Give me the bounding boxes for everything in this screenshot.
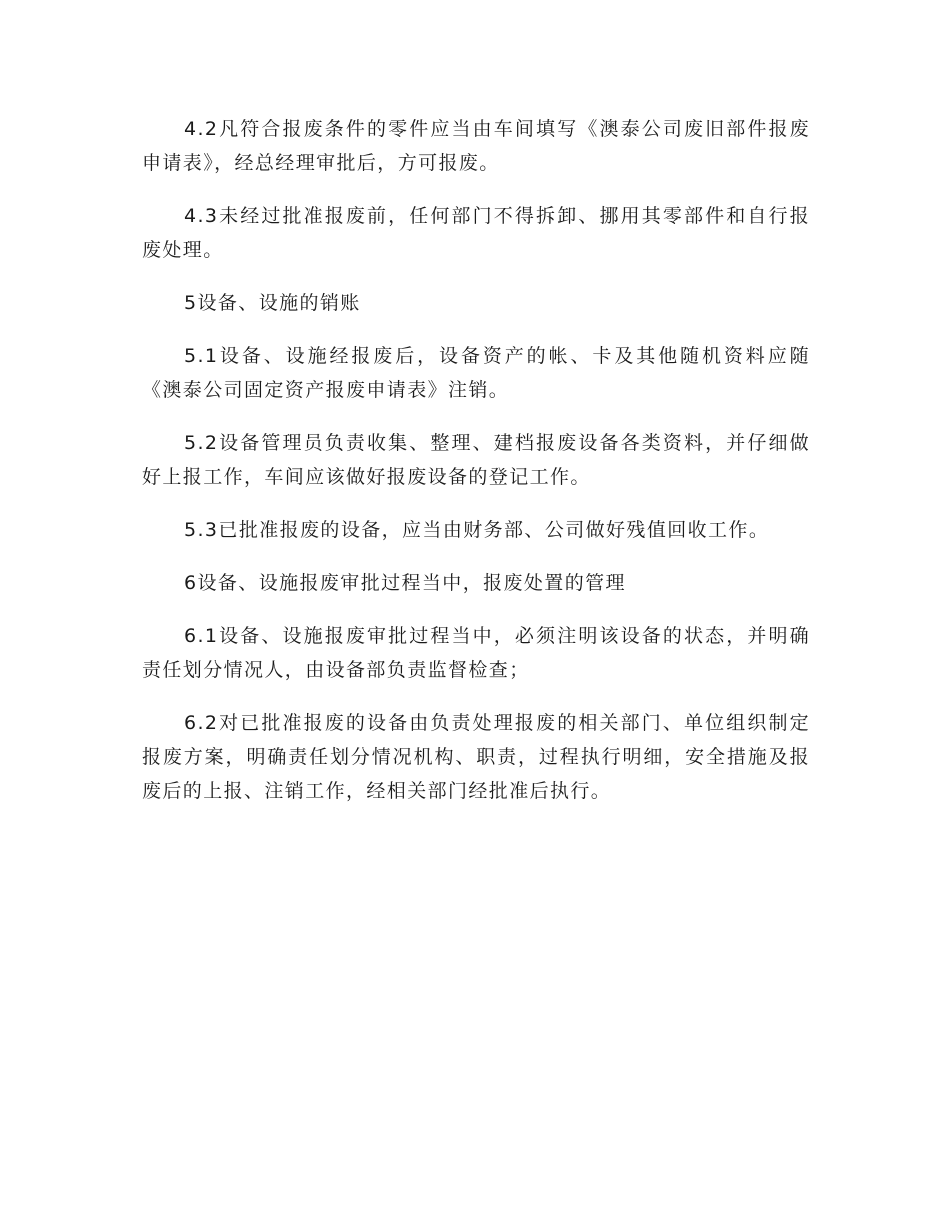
paragraph-6-2: 6.2对已批准报废的设备由负责处理报废的相关部门、单位组织制定报废方案，明确责任划分情况机构、职责，过程执行明细，安全措施及报废后的上报、注销工作，经相关部门经批准后执行。 <box>142 712 810 802</box>
section-heading-5: 5设备、设施的销账 <box>184 292 361 314</box>
paragraph-4-3: 4.3未经过批准报废前，任何部门不得拆卸、挪用其零部件和自行报废处理。 <box>142 205 810 261</box>
paragraph-5-1: 5.1设备、设施经报废后，设备资产的帐、卡及其他随机资料应随《澳泰公司固定资产报废申请表》注销。 <box>142 345 810 401</box>
section-heading-6: 6设备、设施报废审批过程当中，报废处置的管理 <box>184 572 626 594</box>
paragraph-5-2: 5.2设备管理员负责收集、整理、建档报废设备各类资料，并仔细做好上报工作，车间应该做好报废设备的登记工作。 <box>142 432 810 488</box>
paragraph-4-2: 4.2凡符合报废条件的零件应当由车间填写《澳泰公司废旧部件报废申请表》，经总经理审批后，方可报废。 <box>142 118 810 174</box>
document-body <box>142 112 810 827</box>
paragraph-6-1: 6.1设备、设施报废审批过程当中，必须注明该设备的状态，并明确责任划分情况人，由设备部负责监督检查； <box>142 625 810 681</box>
paragraph-5-3: 5.3已批准报废的设备，应当由财务部、公司做好残值回收工作。 <box>184 519 770 541</box>
